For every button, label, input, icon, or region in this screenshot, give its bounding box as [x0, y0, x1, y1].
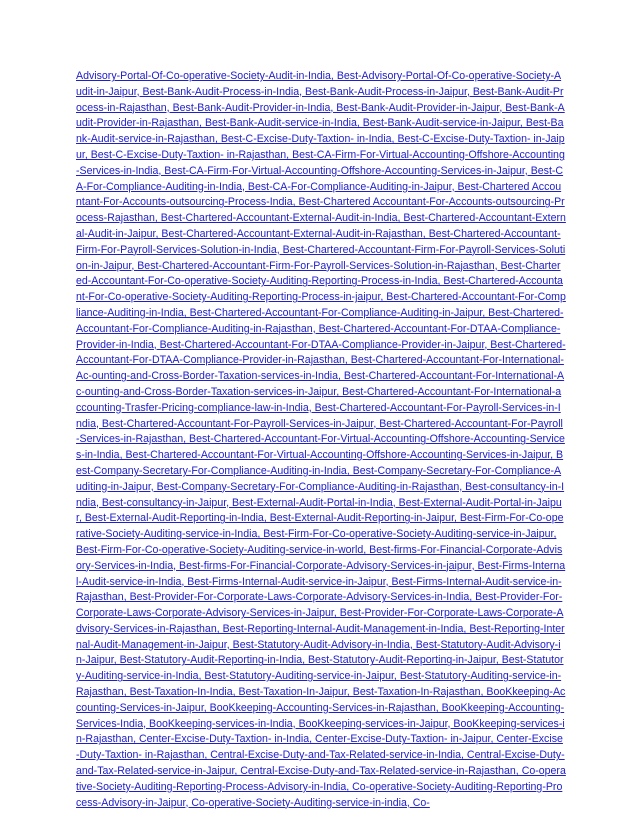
- tag-link-paragraph: [76, 69, 566, 811]
- tag-links-text[interactable]: Advisory-Portal-Of-Co-operative-Society-Audit-in-India, Best-Advisory-Portal-Of-Co-operative-Society-Audit-in-Jaipur, Best-Bank-Audit-Process-in-India, Best-Bank-Audit-Process-in-Jaipur, Best-Bank-Audit-Process-in-Rajasthan, Best-Bank-Audit-Provider-in-India, Best-Bank-Audit-Provider-in-Jaipur, Best-Bank-Audit-Provider-in-Rajasthan, Best-Bank-Audit-service-in-India, Best-Bank-Audit-service-in-Jaipur, Best-Bank-Audit-service-in-Rajasthan, Best-C-Excise-Duty-Taxtion- in-India, Best-C-Excise-Duty-Taxtion- in-Jaipur, Best-C-Excise-Duty-Taxtion- in-Rajasthan, Best-CA-Firm-For-Virtual-Accounting-Offshore-Accounting-Services-in-India, Best-CA-Firm-For-Virtual-Accounting-Offshore-Accounting-Services-in-Jaipur, Best-CA-For-Compliance-Auditing-in-India, Best-CA-For-Compliance-Auditing-in-Jaipur, Best-Chartered Accountant-For-Accounts-outsourcing-Process-India, Best-Chartered Accountant-For-Accounts-outsourcing-Process-Rajasthan, Best-Chartered-Accountant-External-Audit-in-India, Best-Chartered-Accountant-External-Audit-in-Jaipur, Best-Chartered-Accountant-External-Audit-in-Rajasthan, Best-Chartered-Accountant-Firm-For-Payroll-Services-Solution-in-India, Best-Chartered-Accountant-Firm-For-Payroll-Services-Solution-in-Jaipur, Best-Chartered-Accountant-Firm-For-Payroll-Services-Solution-in-Rajasthan, Best-Chartered-Accountant-For-Co-operative-Society-Auditing-Reporting-Process-in-India, Best-Chartered-Accountant-For-Co-operative-Society-Auditing-Reporting-Process-in-jaipur, Best-Chartered-Accountant-For-Compliance-Auditing-in-India, Best-Chartered-Accountant-For-Compliance-Auditing-in-Jaipur, Best-Chartered-Accountant-For-Compliance-Auditing-in-Rajasthan, Best-Chartered-Accountant-For-DTAA-Compliance-Provider-in-India, Best-Chartered-Accountant-For-DTAA-Compliance-Provider-in-Jaipur, Best-Chartered-Accountant-For-DTAA-Compliance-Provider-in-Rajasthan, Best-Chartered-Accountant-For-International-Ac-ounting-and-Cross-Border-Taxation-services-in-India, Best-Chartered-Accountant-For-International-Ac-ounting-and-Cross-Border-Taxation-services-in-Jaipur, Best-Chartered-Accountant-For-International-accounting-Trasfer-Pricing-compliance-law-in-India, Best-Chartered-Accountant-For-Payroll-Services-in-India, Best-Chartered-Accountant-For-Payroll-Services-in-Jaipur, Best-Chartered-Accountant-For-Payroll-Services-in-Rajasthan, Best-Chartered-Accountant-For-Virtual-Accounting-Offshore-Accounting-Services-in-India, Best-Chartered-Accountant-For-Virtual-Accounting-Offshore-Accounting-Services-in-Jaipur, Best-Company-Secretary-For-Compliance-Auditing-in-India, Best-Company-Secretary-For-Compliance-Auditing-in-Jaipur, Best-Company-Secretary-For-Compliance-Auditing-in-Rajasthan, Best-consultancy-in-India, Best-consultancy-in-Jaipur, Best-External-Audit-Portal-in-India, Best-External-Audit-Portal-in-Jaipur, Best-External-Audit-Reporting-in-India, Best-External-Audit-Reporting-in-Jaipur, Best-Firm-For-Co-operative-Society-Auditing-service-in-India, Best-Firm-For-Co-operative-Society-Auditing-service-in-Jaipur, Best-Firm-For-Co-operative-Society-Auditing-service-in-world, Best-firms-For-Financial-Corporate-Advisory-Services-in-India, Best-firms-For-Financial-Corporate-Advisory-Services-in-jaipur, Best-Firms-Internal-Audit-service-in-India, Best-Firms-Internal-Audit-service-in-Jaipur, Best-Firms-Internal-Audit-service-in-Rajasthan, Best-Provider-For-Corporate-Laws-Corporate-Advisory-Services-in-India, Best-Provider-For-Corporate-Laws-Corporate-Advisory-Services-in-Jaipur, Best-Provider-For-Corporate-Laws-Corporate-Advisory-Services-in-Rajasthan, Best-Reporting-Internal-Audit-Management-in-India, Best-Reporting-Internal-Audit-Management-in-Jaipur, Best-Statutory-Audit-Advisory-in-India, Best-Statutory-Audit-Advisory-in-Jaipur, Best-Statutory-Audit-Reporting-in-India, Best-Statutory-Audit-Reporting-in-Jaipur, Best-Statutory-Auditing-service-in-India, Best-Statutory-Auditing-service-in-Jaipur, Best-Statutory-Auditing-service-in-Rajasthan, Best-Taxation-In-India, Best-Taxation-In-Jaipur, Best-Taxation-In-Rajasthan, BooKkeeping-Accounting-Services-in-Jaipur, BooKkeeping-Accounting-Services-in-Rajasthan, BooKkeeping-Accounting-Services-India, BooKkeeping-services-in-India, BooKkeeping-services-in-Jaipur, BooKkeeping-services-in-Rajasthan, Center-Excise-Duty-Taxtion- in-India, Center-Excise-Duty-Taxtion- in-Jaipur, Center-Excise-Duty-Taxtion- in-Rajasthan, Central-Excise-Duty-and-Tax-Related-service-in-India, Central-Excise-Duty-and-Tax-Related-service-in-Jaipur, Central-Excise-Duty-and-Tax-Related-service-in-Rajasthan, Co-operative-Society-Auditing-Reporting-Process-Advisory-in-India, Co-operative-Society-Auditing-Reporting-Process-Advisory-in-Jaipur, Co-operative-Society-Auditing-service-in-india, Co-: [76, 70, 566, 809]
